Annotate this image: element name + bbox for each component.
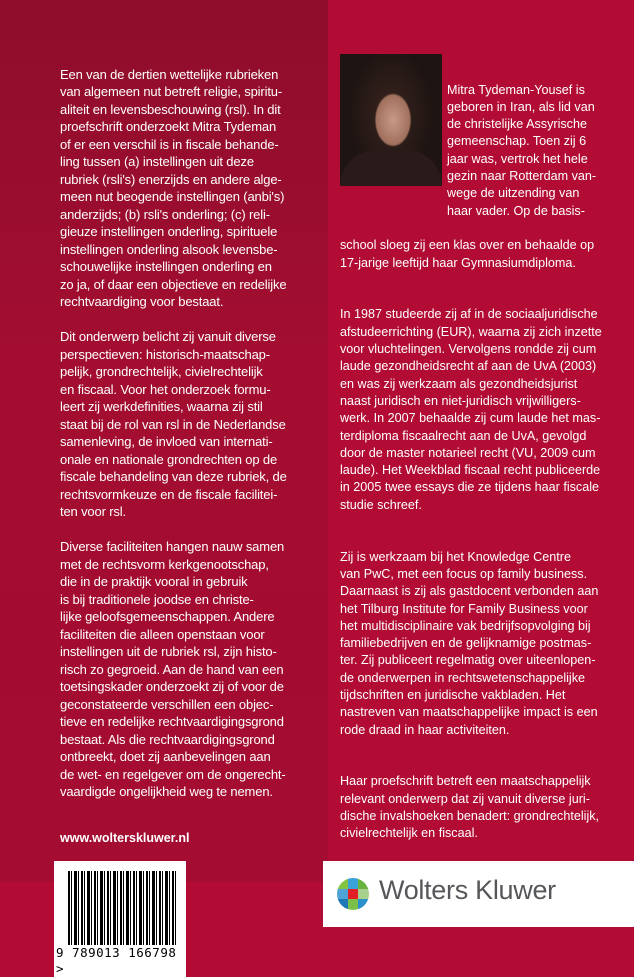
isbn-number: 9 789013 166798 >	[56, 945, 186, 977]
bio-beside-photo: Mitra Tydeman-Yousef is geboren in Iran, als lid van de christelijke Assyrische gemeenschap. Toen zij 6 jaar was, vertrok het hele gezin naar Rotterdam van- wege de uitzending van haar vader. Op de basis-	[447, 82, 597, 218]
publisher-logo	[323, 861, 634, 927]
left-column	[56, 48, 332, 977]
bio-paragraph: Haar proefschrift betreft een maatschappelijk relevant onderwerp dat zij vanuit diverse juri- dische invalshoeken benadert: grondrechtelijk, civielrechtelijk en fiscaal.	[340, 774, 600, 841]
summary-text	[60, 48, 332, 818]
publisher-name: Wolters Kluwer	[379, 875, 556, 905]
summary-paragraph: Dit onderwerp belicht zij vanuit diverse perspectieven: historisch-maatschap- pelijk, grondrechtelijk, civielrechtelijk en fiscaal. Voor het onderzoek formu- leert zij werkdefinities, waarna zij stil staat bij de rol van rsl in de Nederlandse samenleving, de invloed van internati- onale en nationale grondrechten op de fiscale behandeling van deze rubriek, de rechtsvormkeuze en de fiscale facilitei- ten voor rsl.	[60, 329, 287, 519]
summary-paragraph: Een van de dertien wettelijke rubrieken van algemeen nut betreft religie, spiritu- aliteit en levensbeschouwing (rsl). In dit proefschrift onderzoekt Mitra Tydeman of er een verschil is in fiscale behande- ling tussen (a) instellingen uit deze rubriek (rsli's) enerzijds en andere alge- meen nut beogende instellingen (anbi's) anderzijds; (b) rsli's onderling; (c) reli- gieuze instellingen onderling, spirituele instellingen onderling alsook levensbe- schouwelijke instellingen onderling en zo ja, of daar een objectieve en redelijke rechtvaardiging voor bestaat.	[60, 66, 287, 309]
wolters-kluwer-logo-icon	[337, 878, 369, 910]
bio-paragraph: Zij is werkzaam bij het Knowledge Centre van PwC, met een focus op family business. Daarnaast is zij als gastdocent verbonden aan het Tilburg Institute for Family Business voor het multidisciplinaire vak bedrijfsopvolging bij familiebedrijven en de gelijknamige postmas- ter. Zij publiceert regelmatig over uiteenlopen- de onderwerpen in rechtswetenschappelijke tijdschriften en juridische vakbladen. Het nastreven van maatschappelijke impact is een rode draad in haar activiteiten.	[340, 549, 599, 737]
bio-paragraph: In 1987 studeerde zij af in de sociaaljuridische afstudeerrichting (EUR), waarna zij zich inzette voor vluchtelingen. Vervolgens rondde zij cum laude gezondheidsrecht af aan de UvA (2003) en was zij werkzaam als gezondheidsjurist naast juridisch en niet-juridisch vrijwilligers- werk. In 2007 behaalde zij cum laude het mas- terdiploma fiscaalrecht aan de UvA, gevolgd door de master notarieel recht (VU, 2009 cum laude). Het Weekblad fiscaal recht publiceerde in 2005 twee essays die ze tijdens haar fiscale studie schreef.	[340, 307, 602, 512]
publisher-url[interactable]: www.wolterskluwer.nl	[60, 831, 190, 845]
summary-paragraph: Diverse faciliteiten hangen nauw samen met de rechtsvorm kerkgenootschap, die in de praktijk vooral in gebruik is bij traditionele joodse en christe- lijke geloofsgemeenschappen. Andere faciliteiten die alleen openstaan voor instellingen uit de rubriek rsl, zijn histo- risch zo gegroeid. Aan de hand van een toetsingskader onderzoekt zij of voor de geconstateerde verschillen een objec- tieve en redelijke rechtvaardigingsgrond bestaat. Als die rechtvaardigingsgrond ontbreekt, doet zij aanbevelingen aan de wet- en regelgever om de ongerecht- vaardigde ongelijkheid weg te nemen.	[60, 539, 286, 799]
bio-continued: school sloeg zij een klas over en behaalde op 17-jarige leeftijd haar Gymnasiumdiploma.	[340, 238, 595, 270]
author-bio	[340, 47, 632, 877]
